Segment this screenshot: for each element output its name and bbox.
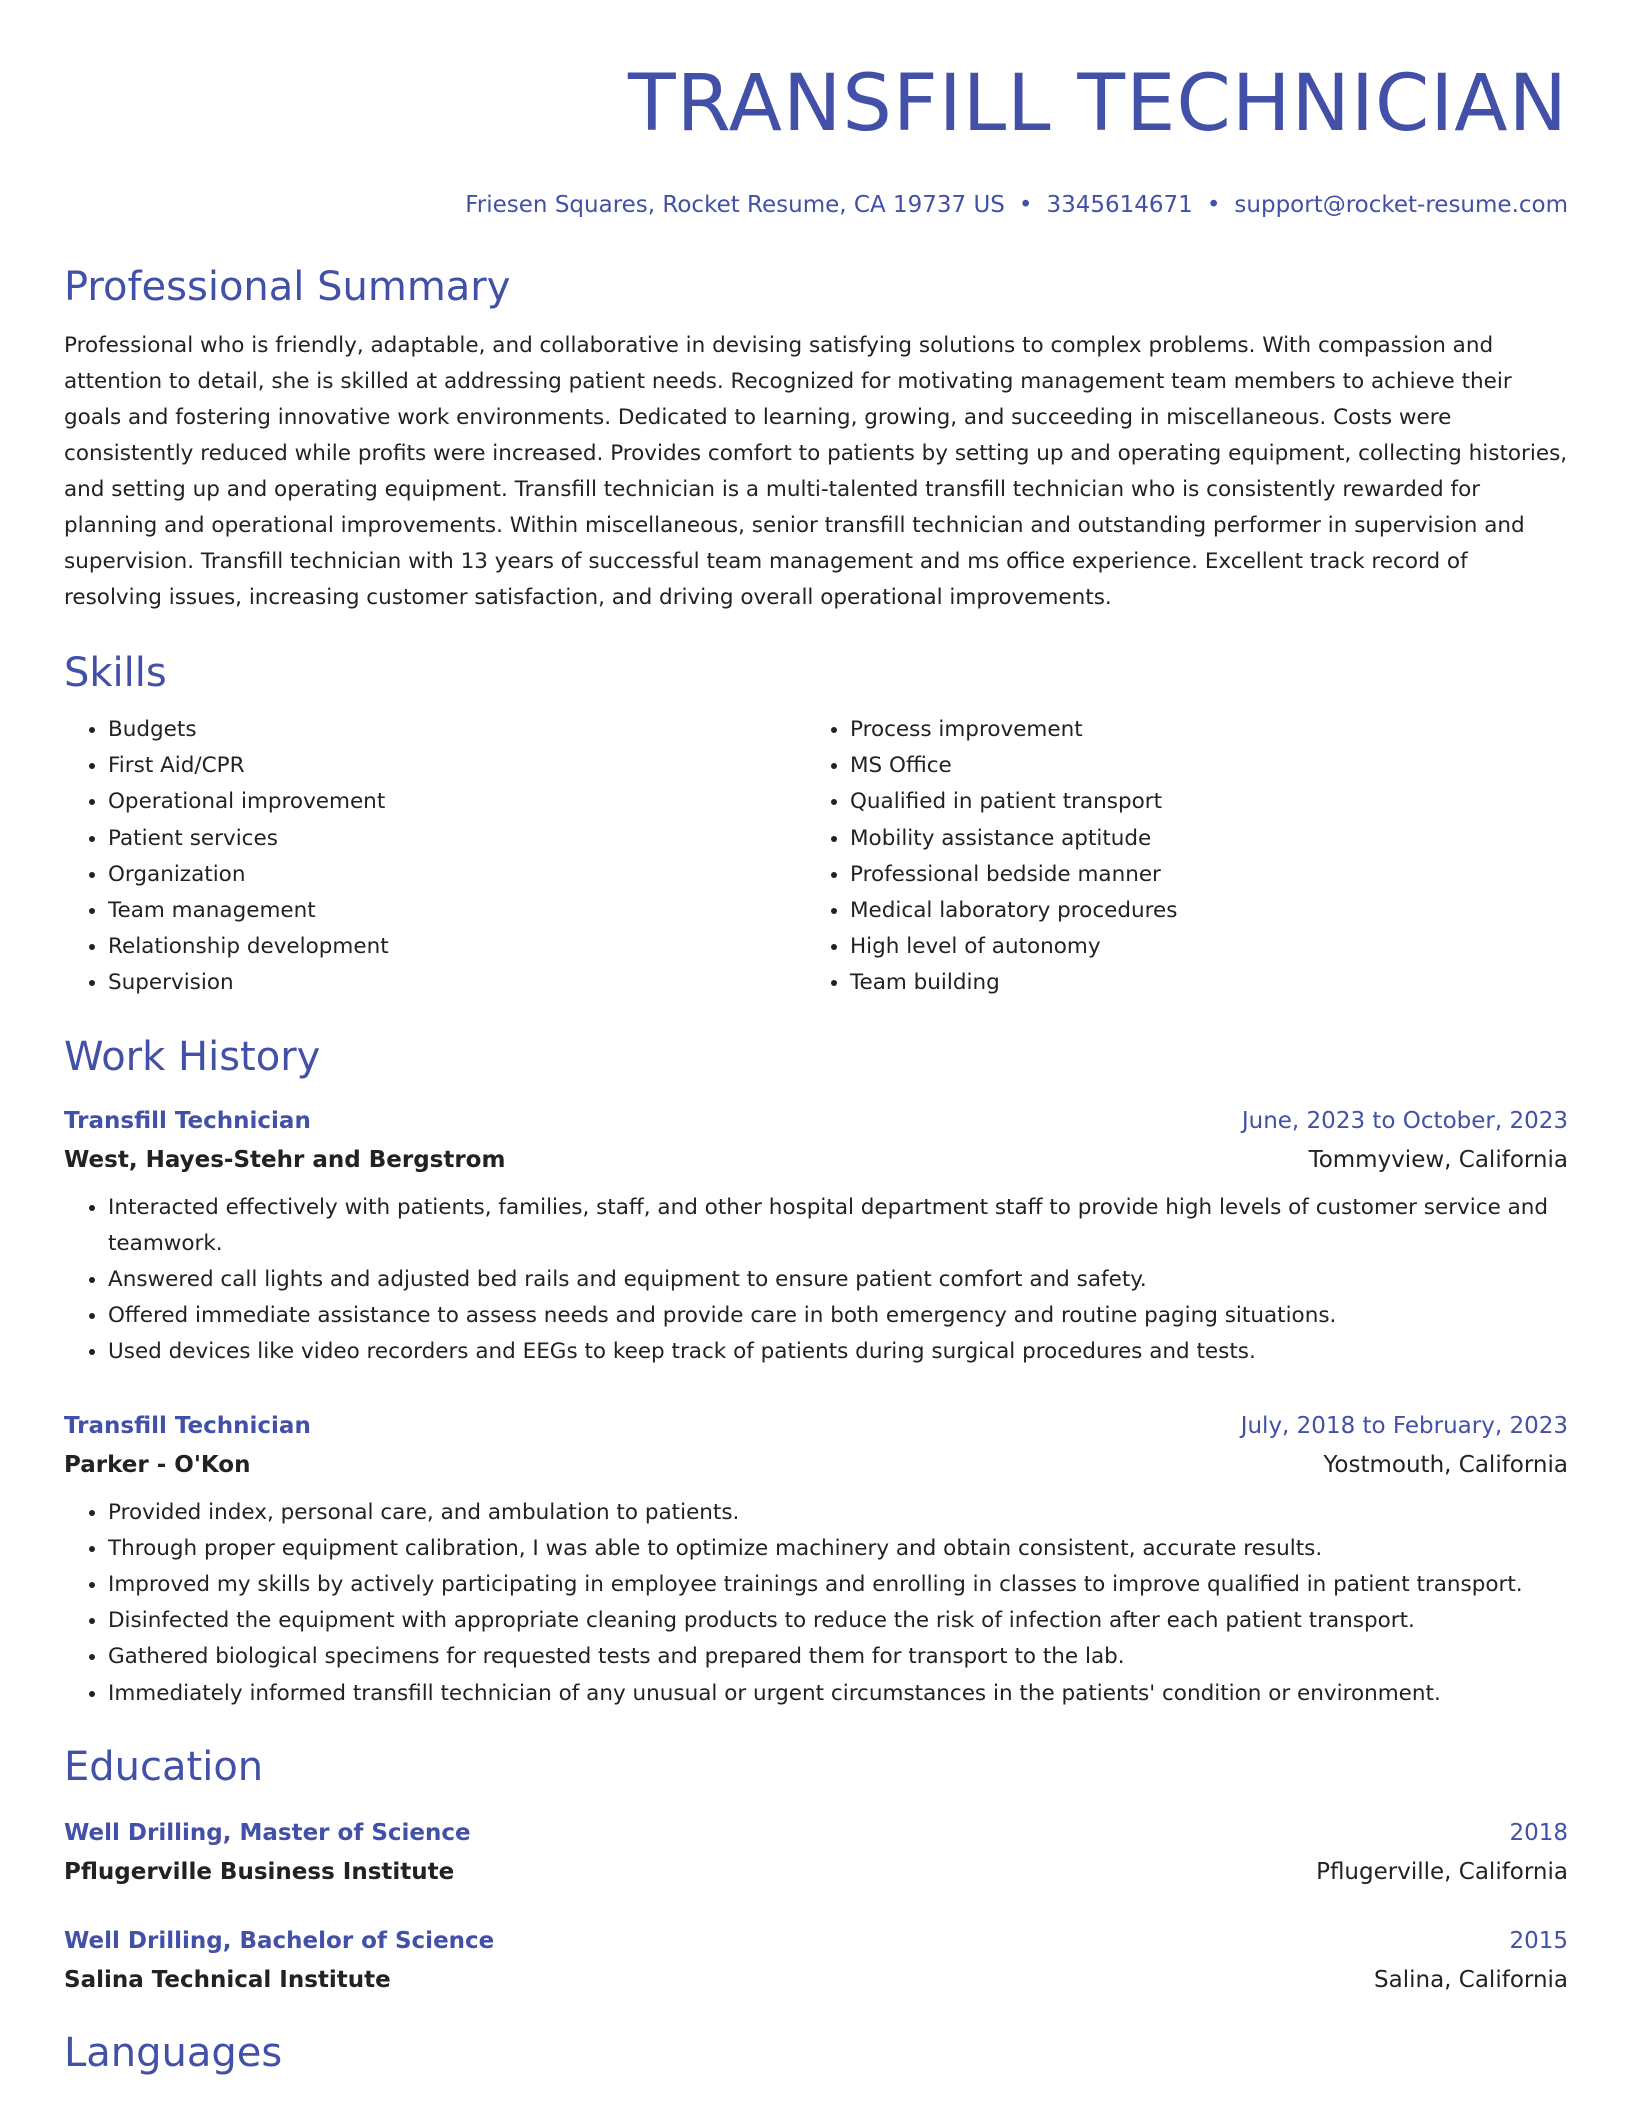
work-history-heading: Work History <box>64 1033 321 1080</box>
job-company: Parker - O'Kon <box>64 1451 251 1478</box>
job-subheader <box>64 1445 1568 1485</box>
skills-list <box>64 712 1568 1002</box>
education-school: Salina Technical Institute <box>64 1966 391 1993</box>
job-header <box>64 1407 1568 1445</box>
contact-separator: • <box>1018 192 1033 218</box>
contact-address: Friesen Squares, Rocket Resume, CA 19737 US <box>465 192 1005 218</box>
job-location: Tommyview, California <box>1308 1146 1568 1173</box>
contact-line <box>64 190 1568 220</box>
job-position: Transfill Technician <box>64 1107 311 1134</box>
skills-column-left <box>64 712 806 1002</box>
candidate-name: TRANSFILL TECHNICIAN <box>627 59 1568 149</box>
resume-page <box>64 0 1568 2078</box>
job-subheader <box>64 1140 1568 1180</box>
skill-item: • Relationship development <box>108 929 806 965</box>
skill-item: • Team building <box>850 965 1550 1001</box>
job-entry <box>64 1407 1568 1712</box>
job-bullet: • Immediately informed transfill technician of any unusual or urgent circumstances in the patients' condition or environment. <box>108 1676 1568 1712</box>
skill-item: • Supervision <box>108 965 806 1001</box>
job-bullet: • Answered call lights and adjusted bed rails and equipment to ensure patient comfort and safety. <box>108 1262 1568 1298</box>
education-degree: Well Drilling, Master of Science <box>64 1819 471 1846</box>
education-location: Pflugerville, California <box>1316 1858 1568 1885</box>
education-heading: Education <box>64 1743 264 1790</box>
job-company: West, Hayes-Stehr and Bergstrom <box>64 1146 506 1173</box>
job-header <box>64 1102 1568 1140</box>
skill-item: • Process improvement <box>850 712 1550 748</box>
job-position: Transfill Technician <box>64 1412 311 1439</box>
job-bullet: • Interacted effectively with patients, families, staff, and other hospital department staff to provide high levels of customer service and teamwork. <box>108 1190 1568 1262</box>
job-bullets <box>64 1190 1568 1371</box>
skill-item: • Budgets <box>108 712 806 748</box>
education-entry <box>64 1922 1568 2000</box>
education-school: Pflugerville Business Institute <box>64 1858 455 1885</box>
education-subheader <box>64 1960 1568 2000</box>
summary-text: Professional who is friendly, adaptable, and collaborative in devising satisfying solutions to complex problems. With compassion and attention to detail, she is skilled at addressing patient needs. Recognized for motivating management team members to achieve their goals and fostering innovative work environments. Dedicated to learning, growing, and succeeding in miscellaneous. Costs were consistently reduced while profits were increased. Provides comfort to patients by setting up and operating equipment, collecting histories, and setting up and operating equipment. Transfill technician is a multi-talented transfill technician who is consistently rewarded for planning and operational improvements. Within miscellaneous, senior transfill technician and outstanding performer in supervision and supervision. Transfill technician with 13 years of successful team management and ms office experience. Excellent track record of resolving issues, increasing customer satisfaction, and driving overall operational improvements. <box>64 333 1568 610</box>
skill-item: • Team management <box>108 893 806 929</box>
job-bullet: • Disinfected the equipment with appropriate cleaning products to reduce the risk of infection after each patient transport. <box>108 1603 1568 1639</box>
education-year: 2015 <box>1509 1927 1568 1954</box>
job-dates: July, 2018 to February, 2023 <box>1240 1412 1568 1439</box>
job-bullet: • Improved my skills by actively participating in employee trainings and enrolling in classes to improve qualified in patient transport. <box>108 1567 1568 1603</box>
job-bullets <box>64 1495 1568 1712</box>
job-bullet: • Used devices like video recorders and EEGs to keep track of patients during surgical procedures and tests. <box>108 1334 1568 1370</box>
summary-heading: Professional Summary <box>64 264 511 310</box>
education-entry <box>64 1814 1568 1892</box>
skill-item: • Patient services <box>108 821 806 857</box>
skill-item: • High level of autonomy <box>850 929 1550 965</box>
skill-item: • Professional bedside manner <box>850 857 1550 893</box>
education-degree: Well Drilling, Bachelor of Science <box>64 1927 495 1954</box>
job-bullet: • Offered immediate assistance to assess needs and provide care in both emergency and routine paging situations. <box>108 1298 1568 1334</box>
skill-item: • Operational improvement <box>108 784 806 820</box>
skill-item: • First Aid/CPR <box>108 748 806 784</box>
skill-item: • Medical laboratory procedures <box>850 893 1550 929</box>
job-bullet: • Provided index, personal care, and ambulation to patients. <box>108 1495 1568 1531</box>
job-location: Yostmouth, California <box>1323 1451 1568 1478</box>
skill-item: • Mobility assistance aptitude <box>850 821 1550 857</box>
education-subheader <box>64 1852 1568 1892</box>
contact-email[interactable]: support@rocket-resume.com <box>1234 192 1568 218</box>
education-location: Salina, California <box>1374 1966 1568 1993</box>
contact-phone: 3345614671 <box>1046 192 1193 218</box>
languages-heading: Languages <box>64 2029 283 2076</box>
skills-column-right <box>806 712 1550 1002</box>
education-header <box>64 1814 1568 1852</box>
job-entry <box>64 1102 1568 1371</box>
job-bullet: • Gathered biological specimens for requested tests and prepared them for transport to the lab. <box>108 1639 1568 1675</box>
job-dates: June, 2023 to October, 2023 <box>1241 1107 1568 1134</box>
education-year: 2018 <box>1509 1819 1568 1846</box>
skill-item: • Qualified in patient transport <box>850 784 1550 820</box>
contact-separator: • <box>1206 192 1221 218</box>
skill-item: • Organization <box>108 857 806 893</box>
skill-item: • MS Office <box>850 748 1550 784</box>
job-bullet: • Through proper equipment calibration, I was able to optimize machinery and obtain consistent, accurate results. <box>108 1531 1568 1567</box>
education-header <box>64 1922 1568 1960</box>
skills-heading: Skills <box>64 650 167 696</box>
